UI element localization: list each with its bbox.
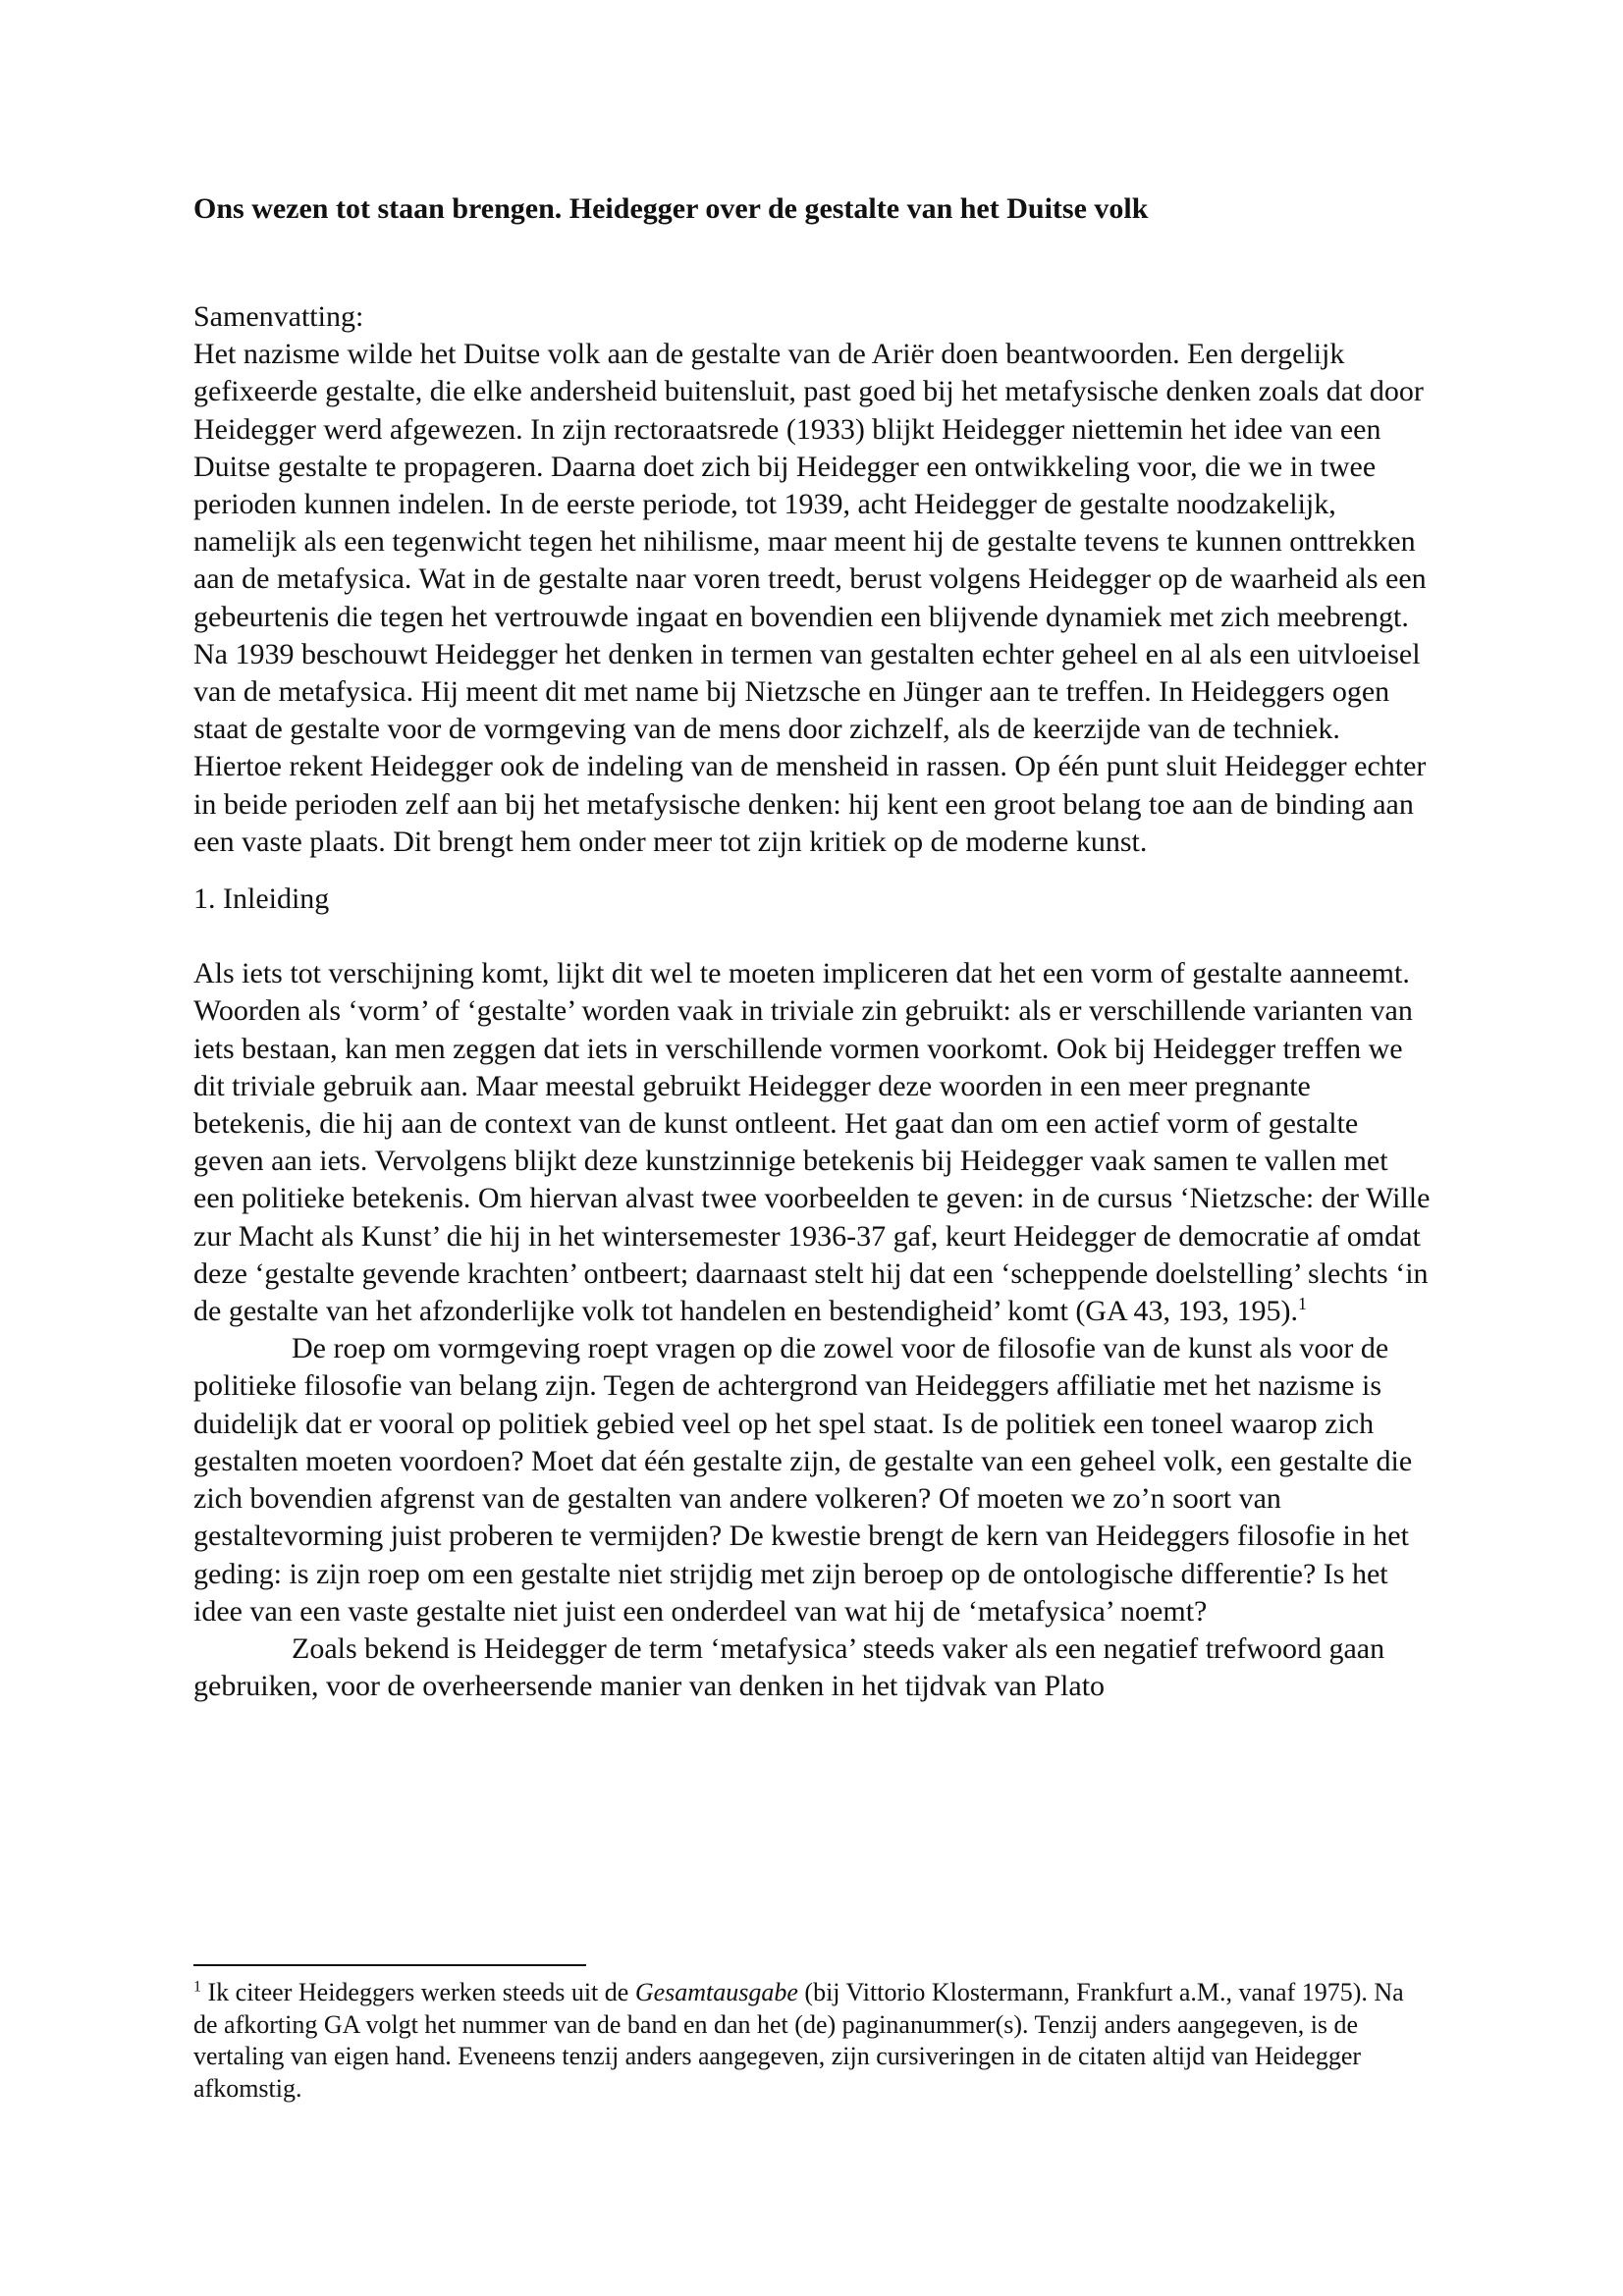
document-page: [193, 188, 1431, 1705]
abstract-text: Het nazisme wilde het Duitse volk aan de gestalte van de Ariër doen beantwoorden. Een dergelijk gefixeerde gestalte, die elke andersheid buitensluit, past goed bij het metafysische denken zoals dat door Heidegger werd afgewezen. In zijn rectoraatsrede (1933) blijkt Heidegger niettemin het idee van een Duitse gestalte te propageren. Daarna doet zich bij Heidegger een ontwikkeling voor, die we in twee perioden kunnen indelen. In de eerste periode, tot 1939, acht Heidegger de gestalte noodzakelijk, namelijk als een tegenwicht tegen het nihilisme, maar meent hij de gestalte tevens te kunnen onttrekken aan de metafysica. Wat in de gestalte naar voren treedt, berust volgens Heidegger op de waarheid als een gebeurtenis die tegen het vertrouwde ingaat en bovendien een blijvende dynamiek met zich meebrengt. Na 1939 beschouwt Heidegger het denken in termen van gestalten echter geheel en al als een uitvloeisel van de metafysica. Hij meent dit met name bij Nietzsche en Jünger aan te treffen. In Heideggers ogen staat de gestalte voor de vormgeving van de mens door zichzelf, als de keerzijde van de techniek. Hiertoe rekent Heidegger ook de indeling van de mensheid in rassen. Op één punt sluit Heidegger echter in beide perioden zelf aan bij het metafysische denken: hij kent een groot belang toe aan de binding aan een vaste plaats. Dit brengt hem onder meer tot zijn kritiek op de moderne kunst.: [193, 338, 1427, 858]
footnote-1: [193, 1977, 1431, 2105]
section-heading: 1. Inleiding: [193, 882, 330, 916]
paragraph-1: [193, 955, 1431, 1330]
paragraph-3: Zoals bekend is Heidegger de term ‘metafysica’ steeds vaker als een negatief trefwoord gaan gebruiken, voor de overheersende manier van denken in het tijdvak van Plato: [193, 1631, 1385, 1703]
abstract: [193, 298, 1431, 861]
footnote-italic-title: Gesamtausgabe: [634, 1978, 798, 2006]
footnotes: [193, 1977, 1431, 2105]
abstract-label: Samenvatting:: [193, 300, 364, 333]
footnote-divider: [193, 1964, 586, 1966]
section-body: [193, 955, 1431, 1705]
footnote-reference[interactable]: 1: [1297, 1294, 1307, 1314]
document-title: Ons wezen tot staan brengen. Heidegger over de gestalte van het Duitse volk: [193, 192, 1149, 225]
footnote-text-before: Ik citeer Heideggers werken steeds uit de: [201, 1978, 635, 2006]
footnote-number: 1: [193, 1978, 201, 1996]
paragraph-1-text: Als iets tot verschijning komt, lijkt dit wel te moeten impliceren dat het een vorm of gestalte aanneemt. Woorden als ‘vorm’ of ‘gestalte’ worden vaak in triviale zin gebruikt: als er verschillende varianten van iets bestaan, kan men zeggen dat iets in verschillende vormen voorkomt. Ook bij Heidegger treffen we dit triviale gebruik aan. Maar meestal gebruikt Heidegger deze woorden in een meer pregnante betekenis, die hij aan de context van de kunst ontleent. Het gaat dan om een actief vorm of gestalte geven aan iets. Vervolgens blijkt deze kunstzinnige betekenis bij Heidegger vaak samen te vallen met een politieke betekenis. Om hiervan alvast twee voorbeelden te geven: in de cursus ‘Nietzsche: der Wille zur Macht als Kunst’ die hij in het wintersemester 1936-37 gaf, keurt Heidegger de democratie af omdat deze ‘gestalte gevende krachten’ ontbeert; daarnaast stelt hij dat een ‘scheppende doelstelling’ slechts ‘in de gestalte van het afzonderlijke volk tot handelen en bestendigheid’ komt (GA 43, 193, 195).: [193, 957, 1431, 1328]
paragraph-2: De roep om vormgeving roept vragen op die zowel voor de filosofie van de kunst als voor de politieke filosofie van belang zijn. Tegen de achtergrond van Heideggers affiliatie met het nazisme is duidelijk dat er vooral op politiek gebied veel op het spel staat. Is de politiek een toneel waarop zich gestalten moeten voordoen? Moet dat één gestalte zijn, de gestalte van een geheel volk, een gestalte die zich bovendien afgrenst van de gestalten van andere volkeren? Of moeten we zo’n soort van gestaltevorming juist proberen te vermijden? De kwestie brengt de kern van Heideggers filosofie in het geding: is zijn roep om een gestalte niet strijdig met zijn beroep op de ontologische differentie? Is het idee van een vaste gestalte niet juist een onderdeel van wat hij de ‘metafysica’ noemt?: [193, 1332, 1413, 1628]
footnote-text-after: (bij Vittorio Klostermann, Frankfurt a.M., vanaf 1975). Na de afkorting GA volgt het nummer van de band en dan het (de) paginanummer(s). Tenzij anders aangegeven, is de vertaling van eigen hand. Eveneens tenzij anders aangegeven, zijn cursiveringen in de citaten altijd van Heidegger afkomstig.: [193, 1978, 1404, 2103]
